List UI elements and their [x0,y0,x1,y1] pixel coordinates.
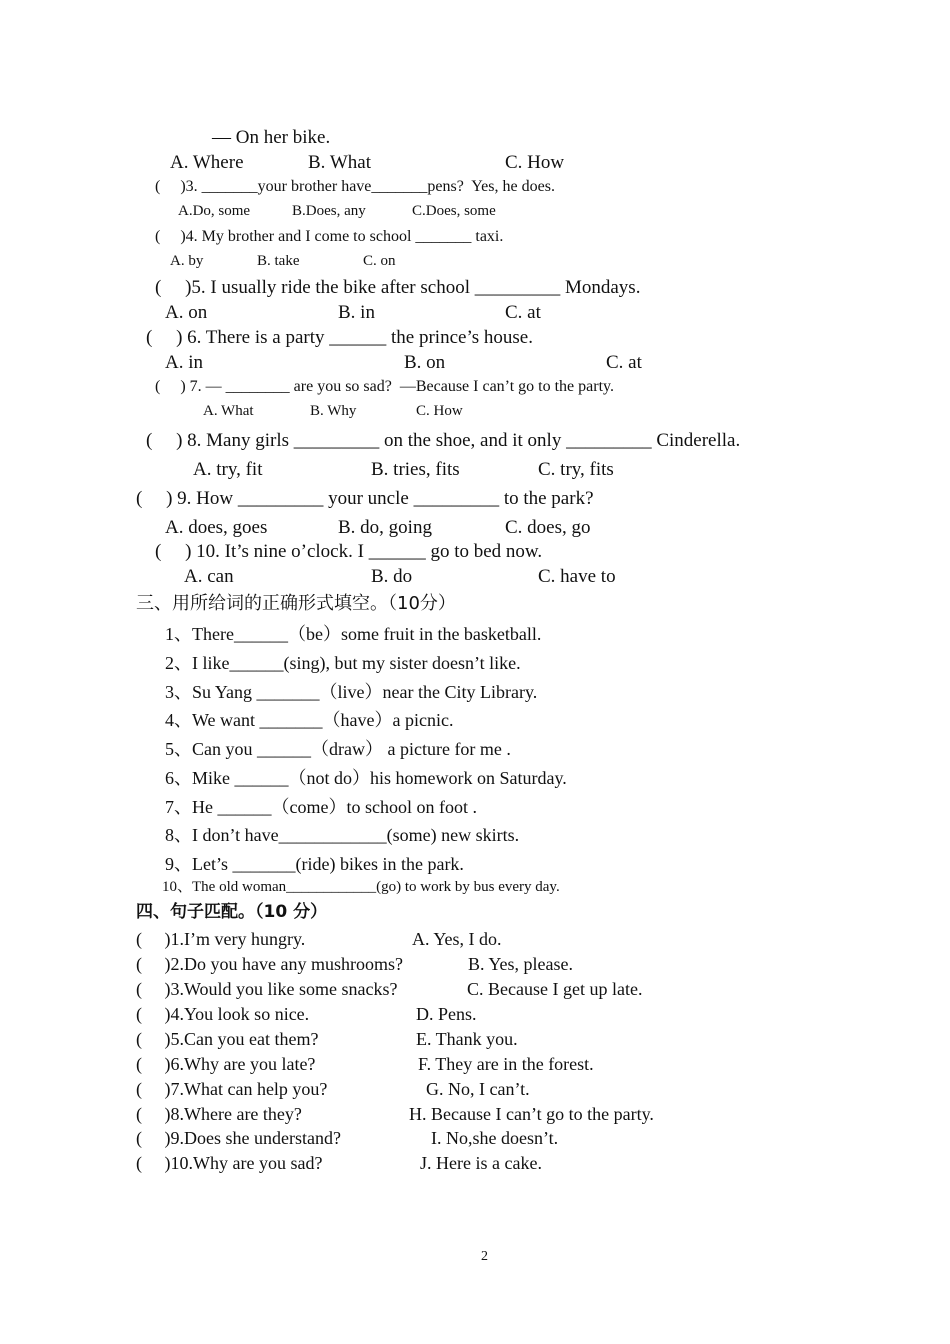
match-answer-b: B. Yes, please. [468,954,574,974]
q9-option-b: B. do, going [338,517,432,538]
section4-title: 四、句子匹配。（10 分） [136,902,328,922]
match-answer-d: D. Pens. [416,1004,477,1024]
q6-option-b: B. on [404,352,446,373]
q9-stem: ( ) 9. How _________ your uncle _________ to the park? [136,488,594,509]
match-question-10: ( )10.Why are you sad? [136,1153,323,1173]
q7-option-b: B. Why [310,403,357,419]
q9-option-c: C. does, go [505,517,591,538]
q5-option-a: A. on [165,302,208,323]
q3-option-a: A.Do, some [178,203,251,219]
match-answer-h: H. Because I can’t go to the party. [409,1104,654,1124]
q5-stem: ( )5. I usually ride the bike after school _________ Mondays. [155,277,641,298]
q8-stem: ( ) 8. Many girls _________ on the shoe, and it only _________ Cinderella. [146,430,741,451]
match-question-3: ( )3.Would you like some snacks? [136,979,398,999]
q4-option-b: B. take [257,253,300,269]
match-question-5: ( )5.Can you eat them? [136,1029,319,1049]
match-question-6: ( )6.Why are you late? [136,1054,316,1074]
q5-option-c: C. at [505,302,541,323]
q8-option-a: A. try, fit [193,459,263,480]
q6-option-a: A. in [165,352,203,373]
section3-item-9: 9、Let’s _______(ride) bikes in the park. [165,854,464,874]
q10-option-c: C. have to [538,566,616,587]
q8-option-c: C. try, fits [538,459,614,480]
match-answer-j: J. Here is a cake. [420,1153,542,1173]
match-answer-i: I. No,she doesn’t. [431,1128,559,1148]
section3-item-6: 6、Mike ______（not do）his homework on Saturday. [165,768,567,788]
section3-item-10: 10、The old woman____________(go) to work by bus every day. [162,879,560,895]
page-number: 2 [481,1249,488,1264]
q10-option-b: B. do [371,566,413,587]
match-answer-a: A. Yes, I do. [412,929,502,949]
section3-item-3: 3、Su Yang _______（live）near the City Library. [165,682,538,702]
section3-item-7: 7、He ______（come）to school on foot . [165,797,477,817]
match-answer-f: F. They are in the forest. [418,1054,594,1074]
q4-option-c: C. on [363,253,396,269]
match-question-1: ( )1.I’m very hungry. [136,929,306,949]
q9-option-a: A. does, goes [165,517,268,538]
q4-option-a: A. by [170,253,204,269]
q10-option-a: A. can [184,566,234,587]
section3-item-8: 8、I don’t have____________(some) new skirts. [165,825,520,845]
q3-option-b: B.Does, any [292,203,366,219]
q3-stem: ( )3. _______your brother have_______pens? Yes, he does. [155,178,555,195]
match-answer-e: E. Thank you. [416,1029,518,1049]
section3-item-5: 5、Can you ______（draw） a picture for me . [165,739,511,759]
q4-stem: ( )4. My brother and I come to school _______ taxi. [155,228,504,245]
q7-option-a: A. What [203,403,254,419]
section3-item-2: 2、I like______(sing), but my sister doesn’t like. [165,653,521,673]
q6-option-c: C. at [606,352,642,373]
match-question-8: ( )8.Where are they? [136,1104,302,1124]
section3-title: 三、用所给词的正确形式填空。（10分） [136,593,456,614]
match-answer-g: G. No, I can’t. [426,1079,530,1099]
q7-stem: ( ) 7. — ________ are you so sad? —Because I can’t go to the party. [155,378,614,395]
q5-option-b: B. in [338,302,375,323]
q2-option-b: B. What [308,152,371,173]
section3-item-1: 1、There______（be）some fruit in the basketball. [165,624,542,644]
section3-item-4: 4、We want _______（have）a picnic. [165,710,454,730]
q2-option-c: C. How [505,152,565,173]
q7-option-c: C. How [416,403,463,419]
match-question-7: ( )7.What can help you? [136,1079,328,1099]
match-question-4: ( )4.You look so nice. [136,1004,310,1024]
q2-option-a: A. Where [170,152,244,173]
q2-answer-line: — On her bike. [212,127,331,148]
q6-stem: ( ) 6. There is a party ______ the prince’s house. [146,327,533,348]
match-question-9: ( )9.Does she understand? [136,1128,341,1148]
q8-option-b: B. tries, fits [371,459,460,480]
q10-stem: ( ) 10. It’s nine o’clock. I ______ go to bed now. [155,541,543,562]
q3-option-c: C.Does, some [412,203,496,219]
match-question-2: ( )2.Do you have any mushrooms? [136,954,403,974]
match-answer-c: C. Because I get up late. [467,979,643,999]
